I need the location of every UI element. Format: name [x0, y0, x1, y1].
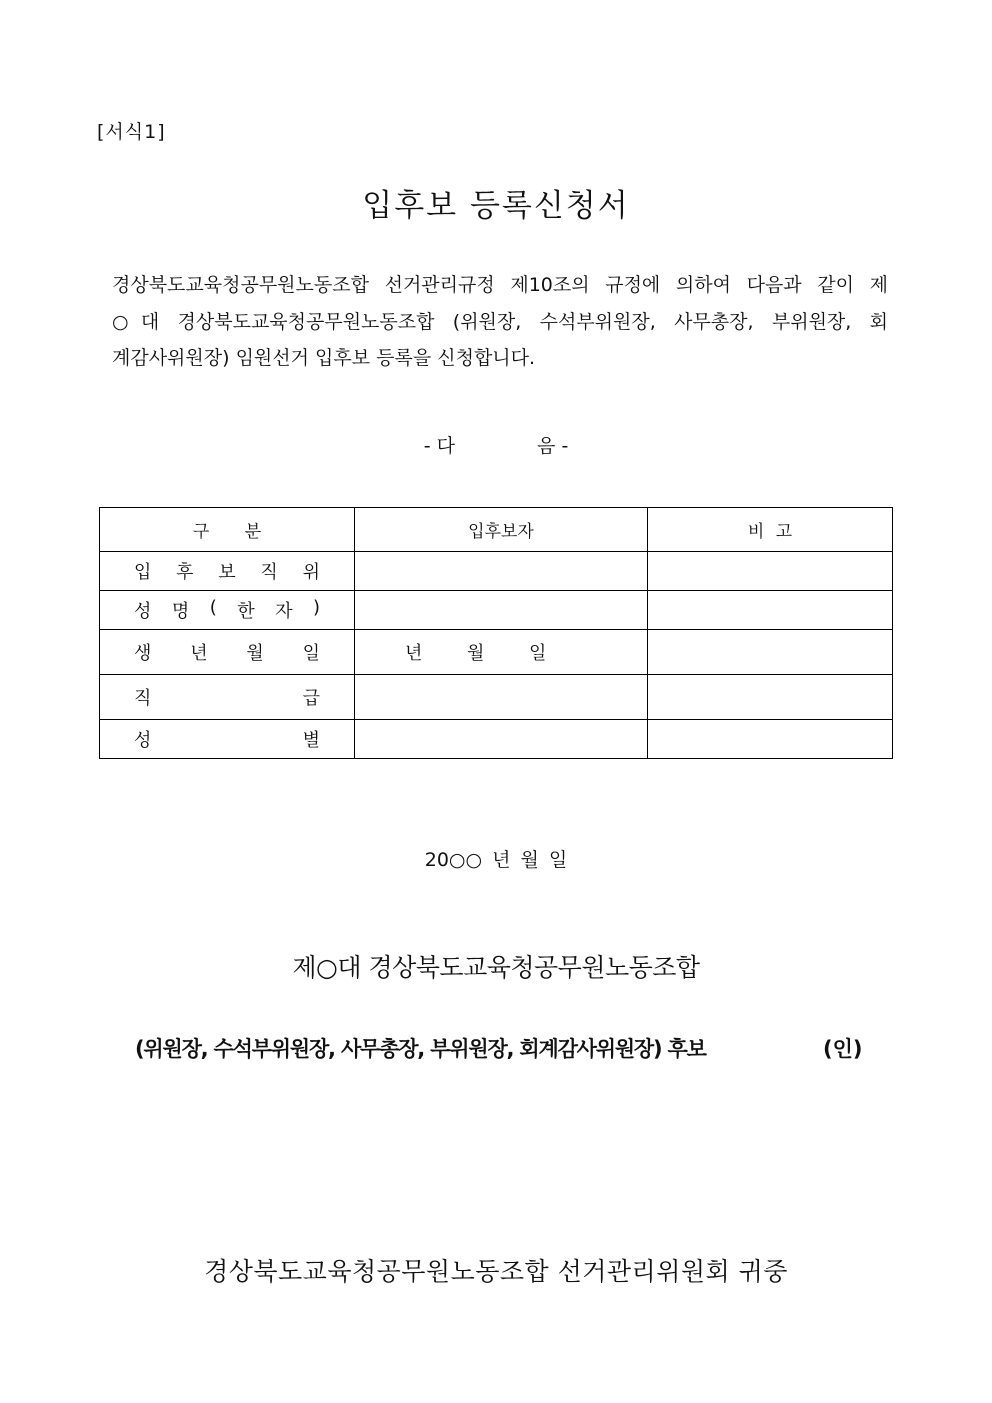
candidate-positions: (위원장, 수석부위원장, 사무총장, 부위원장, 회계감사위원장) 후보	[135, 1037, 706, 1061]
header-note: 비 고	[648, 508, 893, 552]
form-number: [서식1]	[97, 121, 166, 143]
position-note-cell[interactable]	[648, 552, 893, 591]
next-heading-left: - 다	[423, 435, 455, 457]
table-row-position	[100, 552, 893, 591]
document-title: 입후보 등록신청서	[362, 188, 630, 224]
gender-value-cell[interactable]	[355, 720, 648, 759]
intro-line-2: ○대 경상북도교육청공무원노동조합 (위원장, 수석부위원장, 사무총장, 부위원장, 회	[112, 311, 888, 333]
header-candidate: 입후보자	[355, 508, 648, 552]
next-heading	[0, 431, 992, 458]
row-label-gender: 성 별	[100, 720, 355, 759]
birthdate-value-cell[interactable]: 년 월 일	[355, 630, 648, 675]
name-value-cell[interactable]	[355, 591, 648, 630]
association-name: 제○대 경상북도교육청공무원노동조합	[292, 953, 700, 982]
grade-value-cell[interactable]	[355, 675, 648, 720]
grade-note-cell[interactable]	[648, 675, 893, 720]
date-line: 20○○ 년 월 일	[424, 849, 568, 871]
candidate-table	[99, 507, 893, 759]
table-row-gender	[100, 720, 893, 759]
table-row-name	[100, 591, 893, 630]
next-heading-right: 음 -	[537, 435, 569, 457]
intro-line-3: 계감사위원장) 임원선거 입후보 등록을 신청합니다.	[112, 347, 536, 369]
birthdate-note-cell[interactable]	[648, 630, 893, 675]
row-label-name: 성 명 ( 한 자 )	[100, 591, 355, 630]
seal-mark: (인)	[823, 1037, 863, 1061]
table-row-grade	[100, 675, 893, 720]
intro-line-1: 경상북도교육청공무원노동조합 선거관리규정 제10조의 규정에 의하여 다음과 같이 제	[112, 274, 888, 296]
row-label-grade: 직 급	[100, 675, 355, 720]
table-row-birthdate	[100, 630, 893, 675]
committee-addressee: 경상북도교육청공무원노동조합 선거관리위원회 귀중	[204, 1257, 788, 1286]
position-value-cell[interactable]	[355, 552, 648, 591]
name-note-cell[interactable]	[648, 591, 893, 630]
table-header-row	[100, 508, 893, 552]
row-label-position: 입 후 보 직 위	[100, 552, 355, 591]
gender-note-cell[interactable]	[648, 720, 893, 759]
row-label-birthdate: 생 년 월 일	[100, 630, 355, 675]
header-category: 구 분	[100, 508, 355, 552]
